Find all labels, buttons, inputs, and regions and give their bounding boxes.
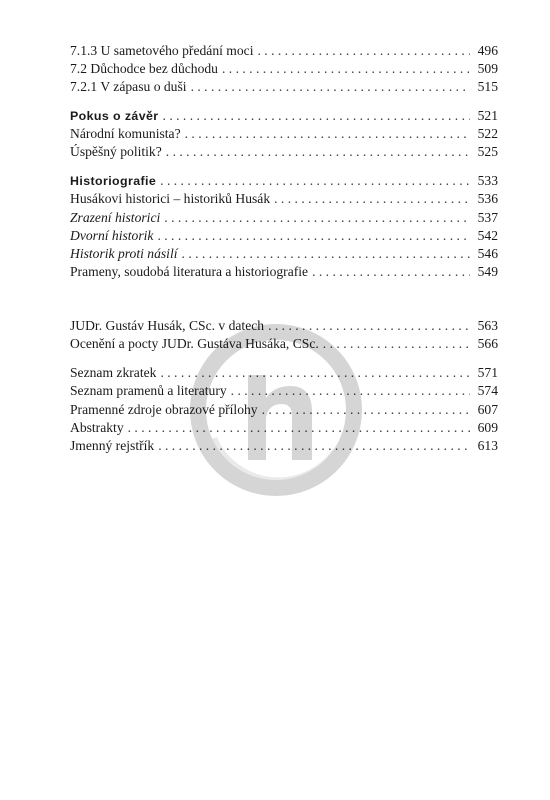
toc-leader-dots xyxy=(160,172,470,190)
toc-leader-dots xyxy=(257,42,470,60)
toc-entry-page: 609 xyxy=(477,419,498,435)
toc-entry-title: Národní komunista? xyxy=(70,126,181,142)
toc-entry-page: 546 xyxy=(477,245,498,261)
toc-entry[interactable] xyxy=(70,125,498,143)
toc-entry-page: 613 xyxy=(477,437,498,453)
toc-entry-page: 536 xyxy=(477,191,498,207)
toc-entry[interactable] xyxy=(70,42,498,60)
toc-entry-title: Zrazení historici xyxy=(70,209,161,225)
toc-leader-dots xyxy=(222,60,470,78)
toc-group-chapter-7 xyxy=(70,42,498,97)
toc-entry-page: 574 xyxy=(477,383,498,399)
toc-heading-page: 533 xyxy=(477,173,498,189)
toc-leader-dots xyxy=(312,263,470,281)
toc-leader-dots xyxy=(164,209,470,227)
toc-leader-dots xyxy=(157,227,470,245)
toc-entry-page: 537 xyxy=(477,209,498,225)
toc-entry-title: JUDr. Gustáv Husák, CSc. v datech xyxy=(70,318,265,334)
toc-entry-title: Pramenné zdroje obrazové přílohy xyxy=(70,401,258,417)
toc-entry-page: 515 xyxy=(477,79,498,95)
toc-leader-dots xyxy=(274,190,470,208)
toc-entry-page: 542 xyxy=(477,227,498,243)
toc-entry-page: 522 xyxy=(477,126,498,142)
toc-entry-page: 566 xyxy=(477,336,498,352)
toc-entry[interactable] xyxy=(70,143,498,161)
toc-heading-title: Pokus o závěr xyxy=(70,109,159,124)
toc-entry-page: 525 xyxy=(477,144,498,160)
toc-entry-page: 509 xyxy=(477,61,498,77)
toc-group-historiografie xyxy=(70,172,498,281)
toc-entry-title: Prameny, soudobá literatura a historiografie xyxy=(70,264,309,280)
toc-entry-page: 549 xyxy=(477,264,498,280)
toc-entry[interactable] xyxy=(70,78,498,96)
toc-entry-title: Husákovi historici – historiků Husák xyxy=(70,191,271,207)
toc-entry-page: 571 xyxy=(477,365,498,381)
toc-leader-dots xyxy=(191,78,470,96)
toc-entry-title: Seznam zkratek xyxy=(70,365,157,381)
toc-entry-title: Seznam pramenů a literatury xyxy=(70,383,227,399)
toc-section-heading[interactable] xyxy=(70,107,498,125)
toc-section-heading[interactable] xyxy=(70,172,498,190)
toc-leader-dots xyxy=(182,245,470,263)
toc-entry-page: 563 xyxy=(477,318,498,334)
toc-entry-page: 607 xyxy=(477,401,498,417)
toc-entry-title: 7.1.3 U sametového předání moci xyxy=(70,43,254,58)
toc-entry-title: Dvorní historik xyxy=(70,227,154,243)
publisher-logo-watermark-icon xyxy=(186,320,366,500)
toc-entry-page: 496 xyxy=(477,43,498,58)
toc-group-pokus-o-zaver xyxy=(70,107,498,162)
toc-entry-title: 7.2.1 V zápasu o duši xyxy=(70,79,187,95)
toc-heading-page: 521 xyxy=(477,108,498,124)
toc-entry-title: 7.2 Důchodce bez důchodu xyxy=(70,61,218,77)
toc-leader-dots xyxy=(185,125,470,143)
toc-entry-title: Abstrakty xyxy=(70,419,124,435)
toc-heading-title: Historiografie xyxy=(70,174,157,189)
toc-entry-title: Jmenný rejstřík xyxy=(70,437,155,453)
toc-entry-title: Ocenění a pocty JUDr. Gustáva Husáka, CSc. xyxy=(70,336,319,352)
toc-leader-dots xyxy=(163,107,470,125)
toc-entry-title: Úspěšný politik? xyxy=(70,144,162,160)
toc-entry[interactable] xyxy=(70,190,498,208)
toc-entry[interactable] xyxy=(70,227,498,245)
toc-entry[interactable] xyxy=(70,245,498,263)
toc-entry[interactable] xyxy=(70,209,498,227)
toc-entry[interactable] xyxy=(70,60,498,78)
toc-leader-dots xyxy=(166,143,470,161)
toc-entry-title: Historik proti násilí xyxy=(70,245,178,261)
toc-entry[interactable] xyxy=(70,263,498,281)
